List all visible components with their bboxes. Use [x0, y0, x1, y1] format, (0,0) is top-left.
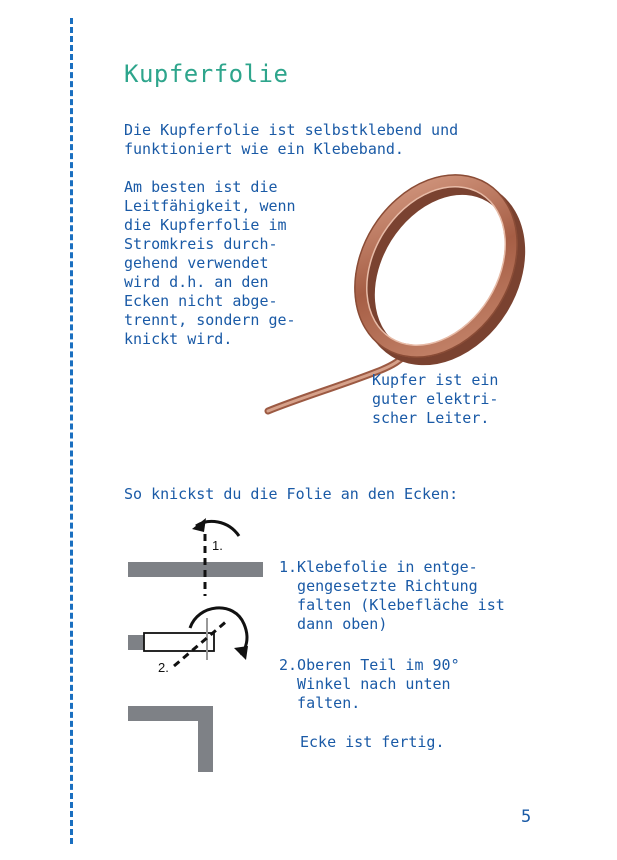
body-line: knickt wird.	[124, 330, 233, 348]
intro-line: Die Kupferfolie ist selbstklebend und	[124, 121, 459, 139]
fold-step-2-label: 2.	[158, 660, 169, 675]
step-1-text	[279, 558, 505, 634]
caption-line: scher Leiter.	[372, 409, 490, 427]
body-line: wird d.h. an den	[124, 273, 269, 291]
page-title: Kupferfolie	[124, 60, 289, 88]
step-line: falten.	[279, 694, 361, 712]
finished-corner-illustration	[128, 706, 213, 772]
intro-line: funktioniert wie ein Klebeband.	[124, 140, 404, 158]
step-line: dann oben)	[279, 615, 388, 633]
fold-step-1-label: 1.	[212, 538, 223, 553]
body-line: trennt, sondern ge-	[124, 311, 296, 329]
body-line: Leitfähigkeit, wenn	[124, 197, 296, 215]
fold-step-2-illustration	[128, 608, 248, 675]
caption-line: guter elektri-	[372, 390, 499, 408]
step-2-text	[279, 656, 460, 713]
page-number: 5	[521, 807, 532, 827]
body-line: Ecken nicht abge-	[124, 292, 278, 310]
step-line: 1.Klebefolie in entge-	[279, 558, 478, 576]
step-line: 2.Oberen Teil im 90°	[279, 656, 460, 674]
body-line: Am besten ist die	[124, 178, 278, 196]
body-line: die Kupferfolie im	[124, 216, 287, 234]
step-line: gengesetzte Richtung	[279, 577, 478, 595]
body-line: gehend verwendet	[124, 254, 269, 272]
body-line: Stromkreis durch-	[124, 235, 278, 253]
howto-heading: So knickst du die Folie an den Ecken:	[124, 485, 459, 503]
fold-step-1-illustration	[128, 518, 263, 596]
caption-line: Kupfer ist ein	[372, 371, 499, 389]
step-line: falten (Klebefläche ist	[279, 596, 505, 614]
step-line: Winkel nach unten	[279, 675, 451, 693]
done-text: Ecke ist fertig.	[300, 733, 445, 751]
